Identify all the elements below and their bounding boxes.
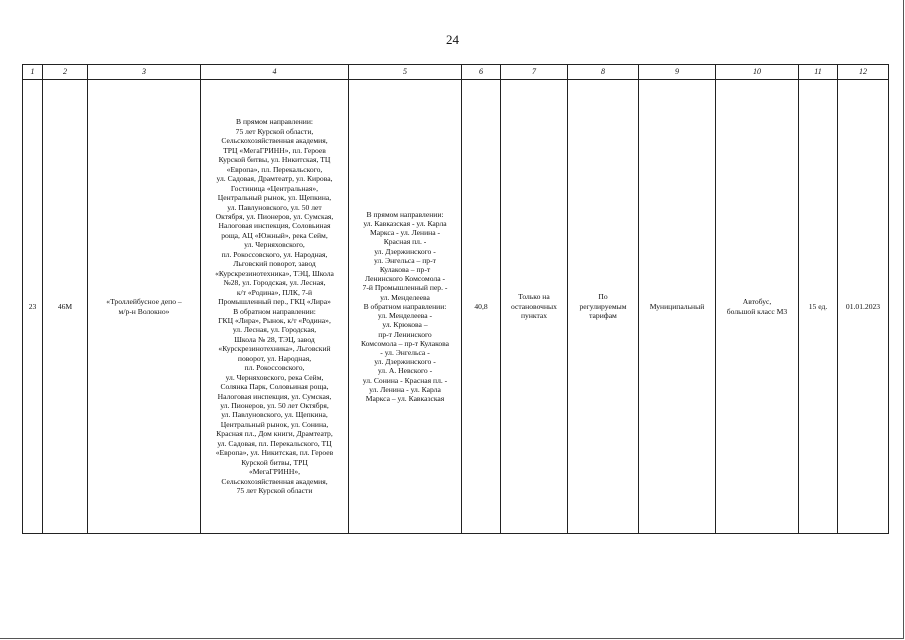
vehicle-count: 15 ед.: [799, 80, 838, 534]
header-cell: 3: [88, 65, 201, 80]
header-cell: 11: [799, 65, 838, 80]
table-row: [23, 80, 889, 534]
header-cell: 6: [462, 65, 501, 80]
route-stops: В прямом направлении: 75 лет Курской области, Сельскохозяйственная академия, ТРЦ «МегаГРИНН», пл. Героев Курской битвы, ул. Никитская, ТЦ «Европа», пл. Перекальского, ул. Садовая, Драмтеатр, ул. Кирова, Гостиница «Центральная», Центральный рынок, ул. Щепкина, ул. Павлуновского, ул. 50 лет Октября, ул. Пионеров, ул. Сумская, Налоговая инспекция, Соловьиная роща, АЦ «Южный», река Сейм, ул. Черняховского, пл. Рокоссовского, ул. Народная, Льговский поворот, завод «Курскрезинотехника», ТЭЦ, Школа №28, ул. Городская, ул. Лесная, к/т «Родина», ПЛК, 7-й Промышленный пер., ГКЦ «Лира» В обратном направлении: ГКЦ «Лира», Рынок, к/т «Родина», ул. Лесная, ул. Городская, Школа № 28, ТЭЦ, завод «Курскрезинотехника», Льговский поворот, ул. Народная, пл. Рокоссовского, ул. Черняховского, река Сейм, Солянка Парк, Соловьиная роща, Налоговая инспекция, ул. Сумская, ул. Пионеров, ул. 50 лет Октября, ул. Павлуновского, ул. Щепкина, Центральный рынок, ул. Сонина, Красная пл., Дом книги, Драмтеатр, ул. Садовая, пл. Перекальского, ТЦ «Европа», ул. Никитская, пл. Героев Курской битвы, ТРЦ «МегаГРИНН», Сельскохозяйственная академия, 75 лет Курской области: [215, 117, 334, 496]
streets-cell: [349, 80, 462, 534]
header-cell: 8: [568, 65, 639, 80]
route-table: [22, 64, 889, 534]
route-length: 40,8: [462, 80, 501, 534]
vehicle-class-cell: [716, 80, 799, 534]
table-header-row: [23, 65, 889, 80]
stops-cell: [201, 80, 349, 534]
route-name: «Троллейбусное депо – м/р-н Волокно»: [106, 297, 182, 316]
route-name-cell: [88, 80, 201, 534]
start-date: 01.01.2023: [838, 80, 889, 534]
route-kind: Муниципальный: [639, 80, 716, 534]
route-number: 46М: [43, 80, 88, 534]
vehicle-class: Автобус, большой класс М3: [726, 297, 788, 316]
header-cell: 1: [23, 65, 43, 80]
header-cell: 5: [349, 65, 462, 80]
header-cell: 2: [43, 65, 88, 80]
tariff-type: По регулируемым тарифам: [579, 292, 627, 321]
route-sequence-number: 23: [23, 80, 43, 534]
boarding-order-cell: [501, 80, 568, 534]
header-cell: 9: [639, 65, 716, 80]
page-number: 24: [446, 32, 459, 47]
header-cell: 12: [838, 65, 889, 80]
route-streets: В прямом направлении: ул. Кавказская - ул. Карла Маркса - ул. Ленина - Красная пл. - ул. Дзержинского - ул. Энгельса – пр-т Кулакова – пр-т Ленинского Комсомола - 7-й Промышленный пер. - ул. Менделеева В обратном направлении: ул. Менделеева - ул. Крюкова – пр-т Ленинского Комсомола – пр-т Кулакова - ул. Энгельса - ул. Дзержинского - ул. А. Невского - ул. Сонина - Красная пл. - ул. Ленина - ул. Карла Маркса – ул. Кавказская: [360, 209, 450, 403]
tariff-type-cell: [568, 80, 639, 534]
header-cell: 7: [501, 65, 568, 80]
header-cell: 4: [201, 65, 349, 80]
header-cell: 10: [716, 65, 799, 80]
boarding-order: Только на остановочных пунктах: [511, 292, 557, 321]
